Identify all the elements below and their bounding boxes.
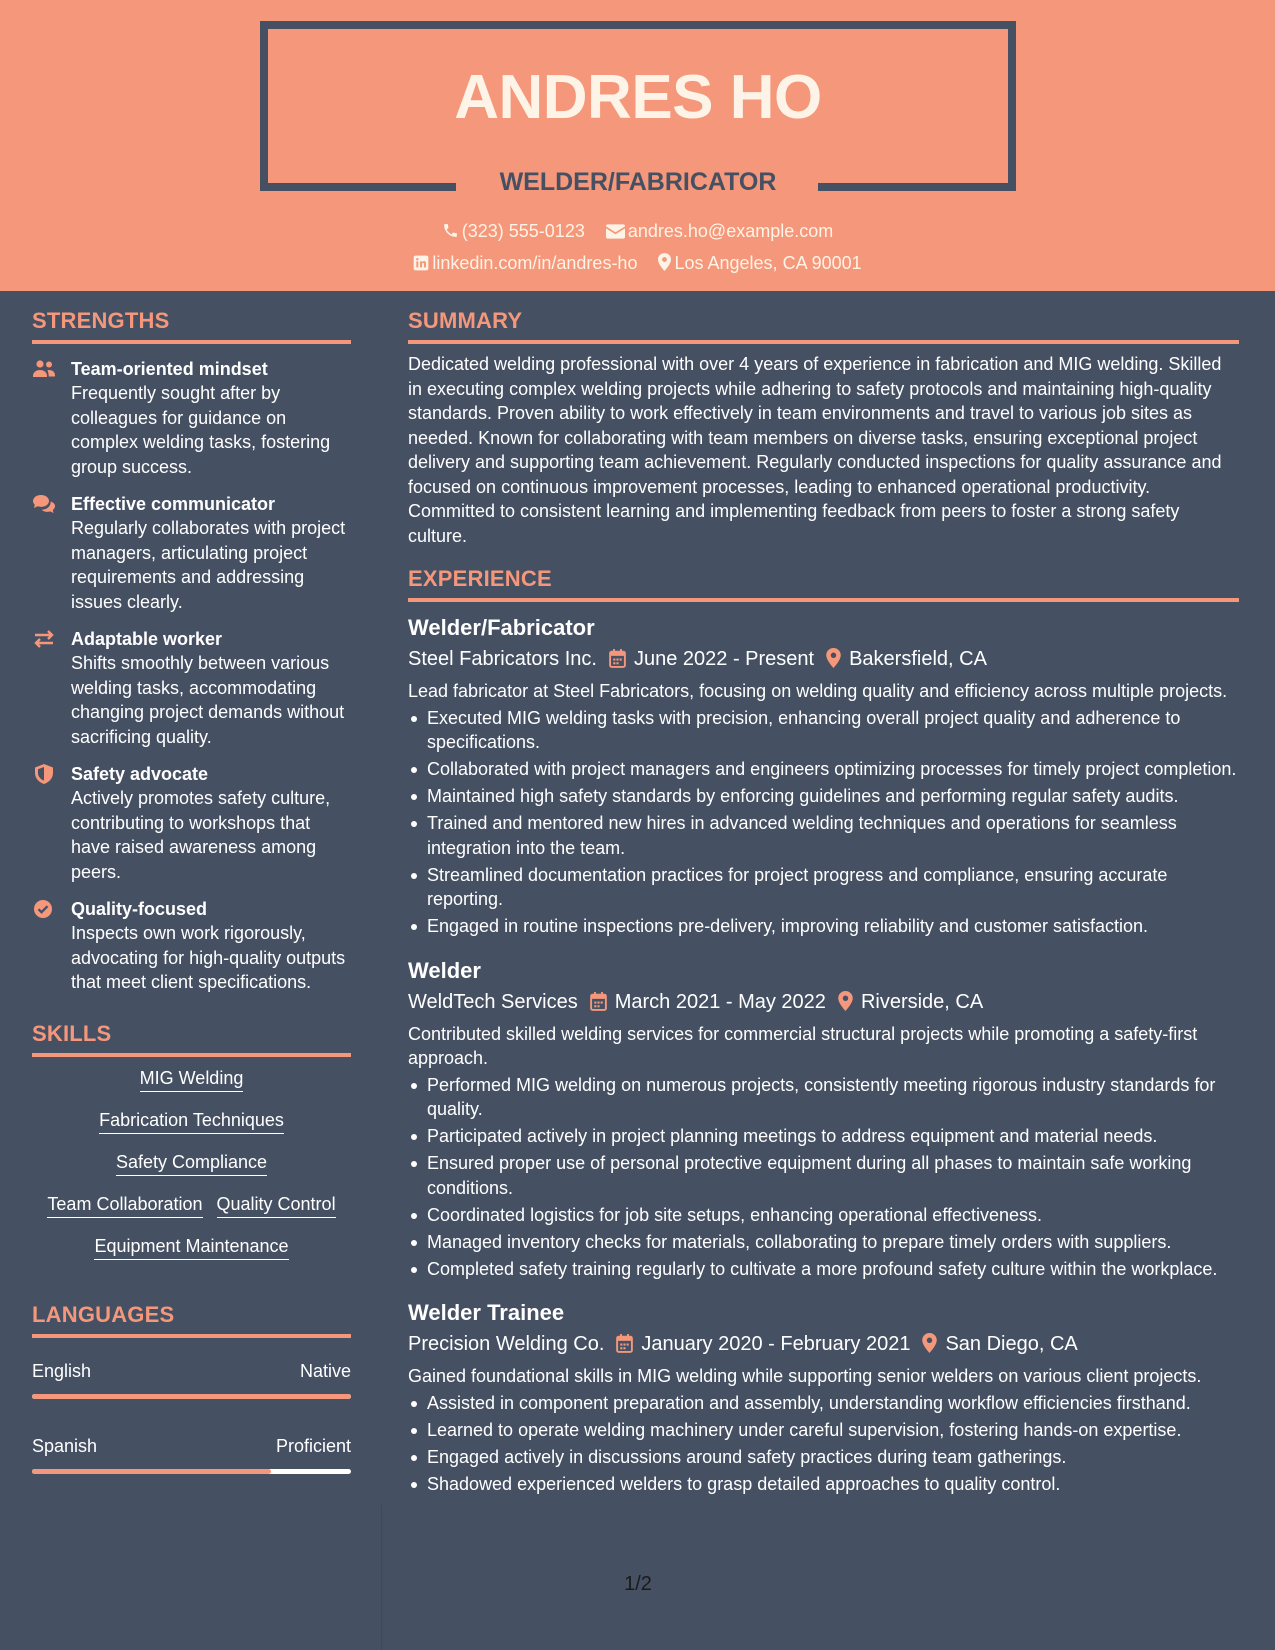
language-name: Spanish — [32, 1435, 98, 1456]
language-level: Proficient — [275, 1435, 351, 1456]
map-pin-icon — [838, 991, 853, 1011]
job-bullet: Performed MIG welding on numerous projects, consistently meeting rigorous industry standards for quality. — [408, 1073, 1239, 1122]
job-bullet: Learned to operate welding machinery under careful supervision, fostering hands-on expertise. — [408, 1418, 1239, 1443]
job-company: WeldTech Services — [408, 990, 578, 1013]
skill-tag: Quality Control — [217, 1193, 336, 1218]
language-proficiency-bar — [32, 1469, 351, 1474]
map-pin-icon — [826, 648, 841, 668]
skills-list — [32, 1067, 351, 1260]
strength-desc: Shifts smoothly between various welding tasks, accommodating changing project demands without sacrificing quality. — [71, 653, 345, 747]
experience-list — [408, 614, 1239, 1496]
job-bullet: Managed inventory checks for materials, collaborating to prepare timely orders with suppliers. — [408, 1230, 1239, 1255]
language-name: English — [32, 1360, 92, 1381]
job-bullet: Maintained high safety standards by enforcing guidelines and performing regular safety audits. — [408, 784, 1239, 809]
job-title: Welder — [408, 957, 481, 983]
calendar-icon — [616, 1334, 633, 1353]
envelope-icon — [606, 224, 625, 239]
location-text: Los Angeles, CA 90001 — [674, 253, 862, 273]
experience-entry — [408, 614, 1239, 939]
phone-icon — [442, 222, 459, 239]
job-dates: June 2022 - Present — [633, 648, 815, 670]
experience-entry — [408, 1299, 1239, 1496]
skill-tag: Equipment Maintenance — [94, 1235, 288, 1260]
contact-email[interactable] — [606, 221, 833, 242]
strength-name: Quality-focused — [71, 899, 208, 919]
job-meta — [408, 1330, 1239, 1358]
strength-desc: Frequently sought after by colleagues for guidance on complex welding tasks, fostering group success. — [71, 383, 331, 477]
job-title: Welder/Fabricator — [408, 615, 595, 640]
contact-row-2 — [0, 253, 1275, 274]
contact-linkedin[interactable] — [413, 253, 637, 274]
summary-text: Dedicated welding professional with over 4 years of experience in fabrication and MIG welding. Skilled in executing complex welding projects while adhering to safety protocols and maintaining high-quality standards. Proven ability to work effectively in team environments and travel to various job sites as needed. Known for collaborating with team members on diverse tasks, ensuring exceptional project delivery and supporting team achievement. Regularly conducted inspections for quality assurance and focused on continuous improvement processes, leading to enhanced operational productivity. Committed to consistent learning and implementing feedback from peers to foster a strong safety culture. — [408, 354, 1222, 546]
job-bullet: Shadowed experienced welders to grasp detailed approaches to quality control. — [408, 1472, 1239, 1497]
job-description: Gained foundational skills in MIG welding while supporting senior welders on various client projects. — [408, 1366, 1202, 1386]
comments-icon — [32, 494, 56, 514]
summary-heading: SUMMARY — [408, 308, 523, 333]
job-description: Contributed skilled welding services for commercial structural projects while promoting a safety-first approach. — [408, 1023, 1198, 1068]
job-bullet: Engaged actively in discussions around safety practices during team gatherings. — [408, 1445, 1239, 1470]
job-dates: January 2020 - February 2021 — [641, 1333, 911, 1355]
experience-rule — [408, 598, 1239, 602]
summary-rule — [408, 340, 1239, 344]
strength-item — [32, 897, 351, 995]
strength-item — [32, 762, 351, 884]
strength-desc: Actively promotes safety culture, contributing to workshops that have raised awareness among peers. — [71, 788, 331, 882]
job-meta — [408, 988, 1239, 1016]
language-proficiency-bar — [32, 1394, 351, 1399]
skill-tag: Team Collaboration — [47, 1193, 202, 1218]
map-pin-icon — [922, 1333, 937, 1353]
strengths-heading: STRENGTHS — [32, 308, 170, 333]
language-level: Native — [299, 1360, 351, 1381]
exchange-icon — [32, 629, 56, 649]
strength-name: Effective communicator — [71, 494, 276, 514]
job-bullets — [408, 1391, 1239, 1497]
job-bullet: Coordinated logistics for job site setups, enhancing operational effectiveness. — [408, 1203, 1239, 1228]
job-bullet: Ensured proper use of personal protective equipment during all phases to maintain safe working conditions. — [408, 1151, 1239, 1200]
linkedin-text: linkedin.com/in/andres-ho — [432, 253, 638, 273]
job-bullet: Engaged in routine inspections pre-delivery, improving reliability and customer satisfaction. — [408, 914, 1239, 939]
job-company: Precision Welding Co. — [408, 1333, 605, 1355]
experience-entry — [408, 957, 1239, 1282]
strength-item — [32, 627, 351, 749]
job-bullet: Trained and mentored new hires in advanced welding techniques and operations for seamless integration into the team. — [408, 811, 1239, 860]
strengths-rule — [32, 340, 351, 344]
job-company: Steel Fabricators Inc. — [408, 648, 597, 670]
resume-header — [0, 0, 1275, 291]
contact-phone[interactable] — [442, 221, 585, 242]
job-location: Bakersfield, CA — [849, 648, 987, 670]
job-location: San Diego, CA — [945, 1333, 1078, 1355]
job-dates: March 2021 - May 2022 — [614, 990, 826, 1013]
language-item — [32, 1435, 351, 1474]
contact-location — [658, 253, 861, 274]
skills-rule — [32, 1053, 351, 1057]
job-meta — [408, 645, 1239, 673]
job-bullet: Assisted in component preparation and assembly, understanding workflow efficiencies firsthand. — [408, 1391, 1239, 1416]
job-description: Lead fabricator at Steel Fabricators, focusing on welding quality and efficiency across multiple projects. — [408, 681, 1228, 701]
map-pin-icon — [658, 253, 671, 271]
strength-desc: Regularly collaborates with project managers, articulating project requirements and addressing issues clearly. — [71, 518, 346, 612]
candidate-title: WELDER/FABRICATOR — [499, 168, 777, 196]
job-bullets — [408, 706, 1239, 939]
job-location: Riverside, CA — [860, 990, 984, 1013]
job-bullet: Completed safety training regularly to cultivate a more profound safety culture within the workplace. — [408, 1257, 1239, 1282]
job-bullet: Participated actively in project planning meetings to address equipment and material needs. — [408, 1124, 1239, 1149]
skills-heading: SKILLS — [32, 1020, 112, 1046]
skill-tag: Safety Compliance — [116, 1151, 267, 1176]
job-bullet: Executed MIG welding tasks with precision, enhancing overall project quality and adherence to specifications. — [408, 706, 1239, 755]
calendar-icon — [609, 649, 626, 668]
job-bullet: Streamlined documentation practices for project progress and compliance, ensuring accurate reporting. — [408, 863, 1239, 912]
job-bullet: Collaborated with project managers and engineers optimizing processes for timely project completion. — [408, 757, 1239, 782]
contact-row-1 — [0, 221, 1275, 242]
users-icon — [32, 359, 56, 379]
right-column — [408, 308, 1239, 1499]
calendar-icon — [590, 992, 607, 1011]
strength-name: Adaptable worker — [71, 629, 223, 649]
language-item — [32, 1360, 351, 1399]
languages-rule — [32, 1334, 351, 1338]
skill-tag: MIG Welding — [140, 1067, 244, 1092]
skill-tag: Fabrication Techniques — [99, 1109, 284, 1134]
strength-desc: Inspects own work rigorously, advocating for high-quality outputs that meet client specifications. — [71, 923, 346, 992]
strength-item — [32, 492, 351, 614]
page-number: 1/2 — [624, 1573, 652, 1595]
strength-name: Safety advocate — [71, 764, 209, 784]
linkedin-icon — [413, 255, 429, 271]
phone-text: (323) 555-0123 — [461, 221, 585, 241]
job-bullets — [408, 1073, 1239, 1282]
email-text: andres.ho@example.com — [627, 221, 834, 241]
strength-name: Team-oriented mindset — [71, 359, 268, 379]
shield-icon — [32, 764, 56, 784]
languages-heading: LANGUAGES — [32, 1301, 175, 1327]
candidate-name: ANDRES HO — [454, 63, 822, 132]
check-circle-icon — [32, 899, 56, 919]
strength-item — [32, 357, 351, 479]
left-column — [32, 308, 351, 1474]
experience-heading: EXPERIENCE — [408, 566, 552, 591]
job-title: Welder Trainee — [408, 1300, 565, 1325]
